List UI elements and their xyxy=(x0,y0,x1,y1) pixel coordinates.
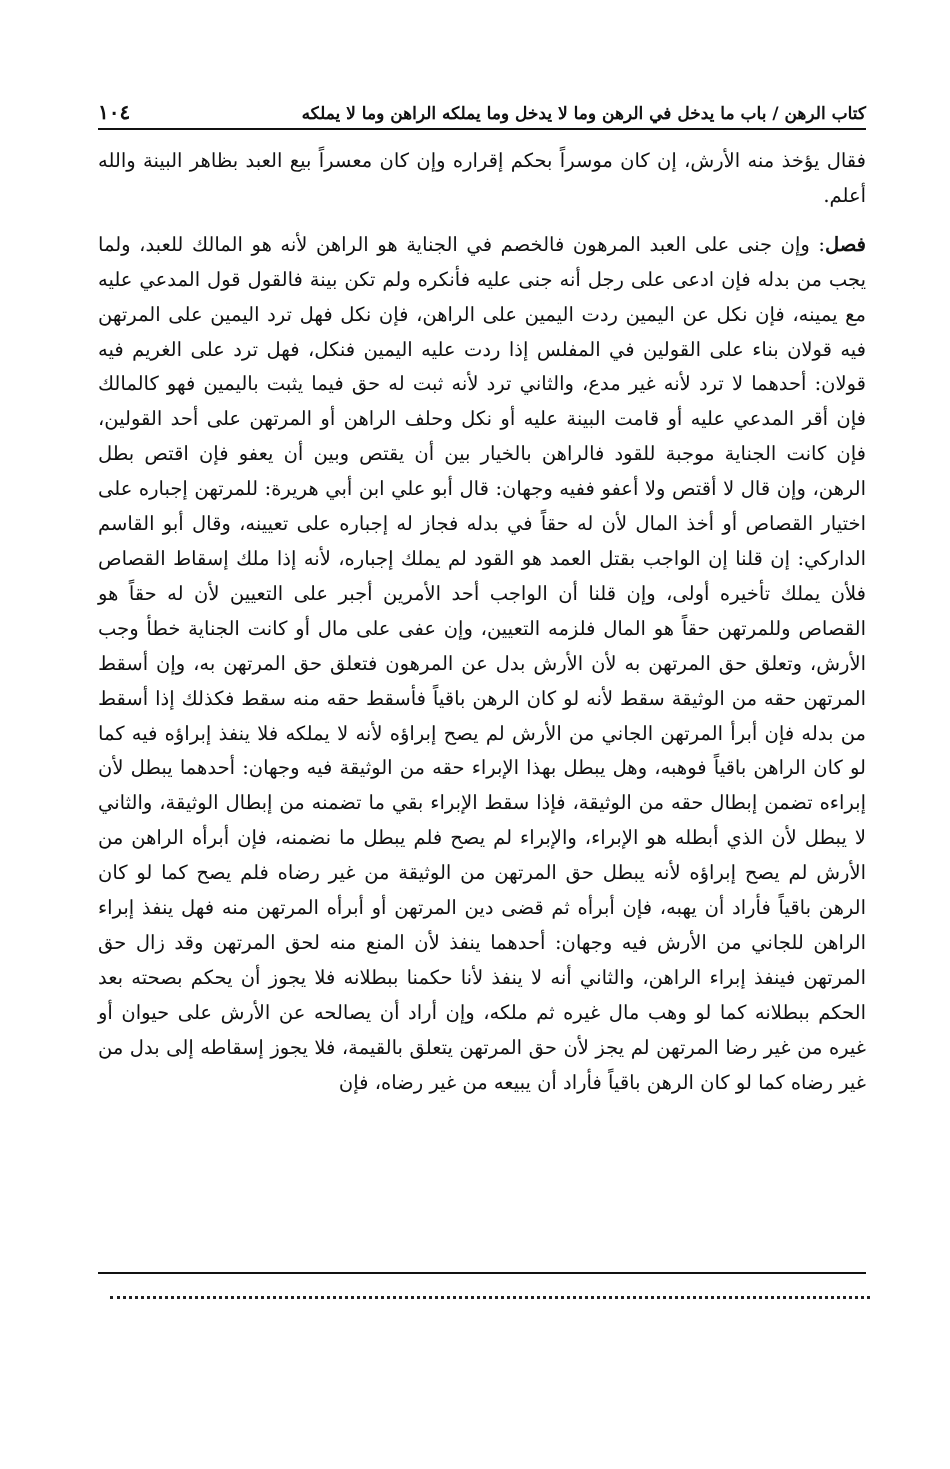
running-title: كتاب الرهن / باب ما يدخل في الرهن وما لا يدخل وما يملكه الراهن وما لا يملكه xyxy=(301,104,866,124)
body-text xyxy=(98,144,866,1100)
paragraph-section xyxy=(98,228,866,1101)
section-label: فصل xyxy=(825,232,866,256)
page-number: ١٠٤ xyxy=(98,100,131,124)
paragraph-text: فقال يؤخذ منه الأرش، إن كان موسراً بحكم إقراره وإن كان معسراً بيع العبد بظاهر البينة والله أعلم. xyxy=(98,149,866,207)
footnote-separator xyxy=(98,1272,866,1274)
paragraph-text: : وإن جنى على العبد المرهون فالخصم في الجناية هو الراهن لأنه هو المالك للعبد، ولما يجب من بدله فإن ادعى على رجل أنه جنى عليه فأنكره ولم تكن بينة فالقول قول المدعي عليه مع يمينه، فإن نكل عن اليمين ردت اليمين على الراهن، فإن نكل فهل ترد اليمين على المرتهن فيه قولان بناء على القولين في المفلس إذا ردت عليه اليمين فنكل، فهل ترد على الغريم فيه قولان: أحدهما لا ترد لأنه غير مدع، والثاني ترد لأنه ثبت له حق فيما يثبت باليمين فهو كالمالك فإن أقر المدعي عليه أو قامت البينة عليه أو نكل وحلف الراهن أو المرتهن على أحد القولين، فإن كانت الجناية موجبة للقود فالراهن بالخيار بين أن يقتص وبين أن يعفو فإن اقتص بطل الرهن، وإن قال لا أقتص ولا أعفو ففيه وجهان: قال أبو علي ابن أبي هريرة: للمرتهن إجباره على اختيار القصاص أو أخذ المال لأن له حقاً في بدله فجاز له إجباره على تعيينه، وقال أبو القاسم الداركي: إن قلنا إن الواجب بقتل العمد هو القود لم يملك إجباره، لأنه إذا ملك إسقاط القصاص فلأن يملك تأخيره أولى، وإن قلنا أن الواجب أحد الأمرين أجبر على التعيين لأن له حقاً هو القصاص وللمرتهن حقاً هو المال فلزمه التعيين، وإن عفى على مال أو كانت الجناية خطأ وجب الأرش، وتعلق حق المرتهن به لأن الأرش بدل عن المرهون فتعلق حق المرتهن به، وإن أسقط المرتهن حقه من الوثيقة سقط لأنه لو كان الرهن باقياً فأسقط حقه منه سقط فكذلك إذا أسقط من بدله فإن أبرأ المرتهن الجاني من الأرش لم يصح إبراؤه لأنه لا يملكه فلا ينفذ إبراؤه فيه كما لو كان الراهن باقياً فوهبه، وهل يبطل بهذا الإبراء حقه من الوثيقة فيه وجهان: أحدهما يبطل لأن إبراءه تضمن إبطال حقه من الوثيقة، فإذا سقط الإبراء بقي ما تضمنه من إبطال الوثيقة، والثاني لا يبطل لأن الذي أبطله هو الإبراء، والإبراء لم يصح فلم يبطل ما نضمنه، فإن أبرأه الراهن من الأرش لم يصح إبراؤه لأنه يبطل حق المرتهن من الوثيقة من غير رضاه فلم يصح كما لو كان الرهن باقياً فأراد أن يهبه، فإن أبرأه ثم قضى دين المرتهن أو أبرأه المرتهن منه فهل ينفذ إبراء الراهن للجاني من الأرش فيه وجهان: أحدهما ينفذ لأن المنع منه لحق المرتهن وقد زال حق المرتهن فينفذ إبراء الراهن، والثاني أنه لا ينفذ لأنا حكمنا ببطلانه فلا يجوز أن يحكم بصحته بعد الحكم ببطلانه كما لو وهب مال غيره ثم ملكه، وإن أراد أن يصالحه عن الأرش على حيوان أو غيره من غير رضا المرتهن لم يجز لأن حق المرتهن يتعلق بالقيمة، فلا يجوز إسقاطه إلى بدل من غير رضاه كما لو كان الرهن باقياً فأراد أن يبيعه من غير رضاه، فإن xyxy=(98,232,866,1094)
page-header xyxy=(98,90,866,130)
dotted-rule xyxy=(110,1296,870,1319)
paragraph-opening xyxy=(98,144,866,214)
